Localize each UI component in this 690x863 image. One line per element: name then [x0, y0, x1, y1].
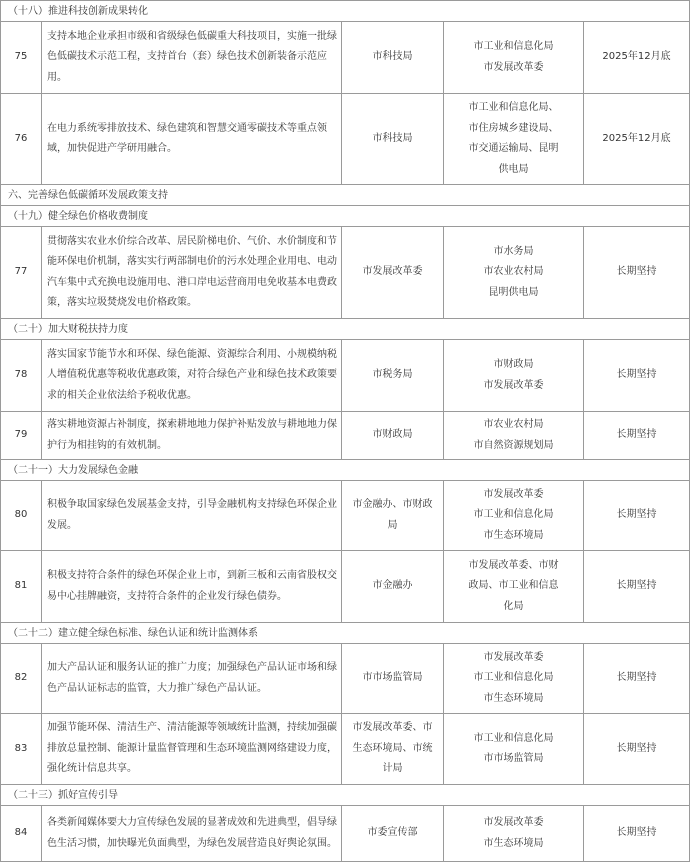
lead-unit-line: 计局: [382, 763, 403, 775]
task-description: 各类新闻媒体要大力宣传绿色发展的显著成效和先进典型，倡导绿色生活习惯，加快曝光负面典型，为绿色发展营造良好舆论氛围。: [42, 806, 342, 862]
lead-unit-line: 市金融办、市财政: [352, 499, 433, 510]
task-row: [1, 644, 690, 714]
cooperating-units-line: 市自然资源规划局: [473, 439, 554, 451]
section-title: （二十三）抓好宣传引导: [1, 785, 690, 806]
section-title: （二十）加大财税扶持力度: [1, 319, 690, 340]
cooperating-units-line: 市水务局: [493, 245, 534, 257]
cooperating-units: [444, 481, 584, 551]
lead-unit: 市金融办: [342, 551, 444, 623]
lead-unit-line: 局: [387, 519, 398, 531]
cooperating-units-line: 市住房城乡建设局、: [468, 122, 559, 134]
section-header-row: [1, 785, 690, 806]
task-number: 82: [1, 644, 42, 714]
cooperating-units-line: 市生态环境局: [483, 837, 544, 849]
deadline: 长期坚持: [584, 340, 690, 412]
task-row: [1, 340, 690, 412]
task-row: [1, 22, 690, 94]
task-description: 积极支持符合条件的绿色环保企业上市，到新三板和云南省股权交易中心挂牌融资，支持符合条件的企业发行绿色债券。: [42, 551, 342, 623]
cooperating-units-line: 市发展改革委: [483, 61, 544, 73]
task-number: 75: [1, 22, 42, 94]
cooperating-units-line: 市发展改革委: [483, 488, 544, 500]
lead-unit: 市市场监管局: [342, 644, 444, 714]
lead-unit-line: 生态环境局、市统: [352, 742, 433, 754]
cooperating-units-line: 市农业农村局: [483, 266, 544, 278]
cooperating-units-line: 市财政局: [493, 359, 534, 370]
lead-unit: 市税务局: [342, 340, 444, 412]
task-row: [1, 94, 690, 185]
task-number: 83: [1, 714, 42, 785]
deadline: 长期坚持: [584, 714, 690, 785]
task-description: 加大产品认证和服务认证的推广力度；加强绿色产品认证市场和绿色产品认证标志的监管，大力推广绿色产品认证。: [42, 644, 342, 714]
lead-unit: [342, 481, 444, 551]
cooperating-units-line: 市工业和信息化局、: [468, 102, 559, 113]
task-description: 在电力系统零排放技术、绿色建筑和智慧交通零碳技术等重点领域，加快促进产学研用融合。: [42, 94, 342, 185]
deadline: 长期坚持: [584, 806, 690, 862]
section-header-row: [1, 319, 690, 340]
cooperating-units: [444, 412, 584, 460]
cooperating-units: [444, 22, 584, 94]
task-row: [1, 412, 690, 460]
lead-unit-line: 市发展改革委、市: [352, 722, 433, 734]
deadline: 2025年12月底: [584, 22, 690, 94]
lead-unit: 市发展改革委: [342, 227, 444, 319]
task-row: [1, 714, 690, 785]
cooperating-units-line: 化局: [503, 600, 524, 612]
section-title: （二十二）建立健全绿色标准、绿色认证和统计监测体系: [1, 623, 690, 644]
cooperating-units-line: 市工业和信息化局: [473, 732, 554, 744]
cooperating-units-line: 市工业和信息化局: [473, 41, 554, 52]
task-description: 落实耕地资源占补制度，探索耕地地力保护补贴发放与耕地地力保护行为相挂钩的有效机制。: [42, 412, 342, 460]
cooperating-units: [444, 806, 584, 862]
task-number: 80: [1, 481, 42, 551]
task-row: [1, 551, 690, 623]
cooperating-units-line: 市市场监管局: [483, 753, 544, 764]
section-header-row: [1, 460, 690, 481]
cooperating-units: [444, 714, 584, 785]
section-title: 六、完善绿色低碳循环发展政策支持: [1, 185, 690, 206]
section-title: （二十一）大力发展绿色金融: [1, 460, 690, 481]
task-description: 加强节能环保、清洁生产、清洁能源等领域统计监测，持续加强碳排放总量控制、能源计量监督管理和生态环境监测网络建设力度，强化统计信息共享。: [42, 714, 342, 785]
section-header-row: [1, 185, 690, 206]
section-title: （十八）推进科技创新成果转化: [1, 1, 690, 22]
cooperating-units-line: 供电局: [498, 163, 529, 175]
section-title: （十九）健全绿色价格收费制度: [1, 206, 690, 227]
cooperating-units-line: 市工业和信息化局: [473, 509, 554, 521]
cooperating-units-line: 市生态环境局: [483, 529, 544, 541]
section-header-row: [1, 1, 690, 22]
task-description: 积极争取国家绿色发展基金支持，引导金融机构支持绿色环保企业发展。: [42, 481, 342, 551]
lead-unit: 市科技局: [342, 22, 444, 94]
lead-unit: [342, 714, 444, 785]
cooperating-units: [444, 340, 584, 412]
cooperating-units: [444, 94, 584, 185]
deadline: 长期坚持: [584, 481, 690, 551]
task-row: [1, 481, 690, 551]
deadline: 长期坚持: [584, 412, 690, 460]
cooperating-units-line: 政局、市工业和信息: [468, 580, 559, 592]
task-table-body: [1, 1, 690, 862]
task-description: 落实国家节能节水和环保、绿色能源、资源综合利用、小规模纳税人增值税优惠等税收优惠政策，对符合绿色产业和绿色技术政策要求的相关企业依法给予税收优惠。: [42, 340, 342, 412]
cooperating-units: [444, 227, 584, 319]
lead-unit: 市科技局: [342, 94, 444, 185]
task-number: 78: [1, 340, 42, 412]
deadline: 2025年12月底: [584, 94, 690, 185]
task-number: 84: [1, 806, 42, 862]
cooperating-units-line: 昆明供电局: [488, 286, 539, 298]
section-header-row: [1, 206, 690, 227]
task-number: 81: [1, 551, 42, 623]
task-description: 支持本地企业承担市级和省级绿色低碳重大科技项目，实施一批绿色低碳技术示范工程，支持首台（套）绿色技术创新装备示范应用。: [42, 22, 342, 94]
cooperating-units-line: 市工业和信息化局: [473, 672, 554, 684]
cooperating-units-line: 市交通运输局、昆明: [468, 143, 559, 154]
task-description: 贯彻落实农业水价综合改革、居民阶梯电价、气价、水价制度和节能环保电价机制，落实实行两部制电价的污水处理企业用电、电动汽车集中式充换电设施用电、港口岸电运营商用电免收基本电费政策，落实垃圾焚烧发电价格政策。: [42, 227, 342, 319]
cooperating-units-line: 市发展改革委: [483, 817, 544, 828]
cooperating-units: [444, 644, 584, 714]
task-row: [1, 227, 690, 319]
deadline: 长期坚持: [584, 644, 690, 714]
task-number: 79: [1, 412, 42, 460]
lead-unit: 市委宣传部: [342, 806, 444, 862]
section-header-row: [1, 623, 690, 644]
cooperating-units-line: 市发展改革委、市财: [468, 559, 559, 571]
cooperating-units-line: 市农业农村局: [483, 419, 544, 430]
deadline: 长期坚持: [584, 227, 690, 319]
cooperating-units: [444, 551, 584, 623]
task-number: 77: [1, 227, 42, 319]
cooperating-units-line: 市生态环境局: [483, 692, 544, 704]
task-row: [1, 806, 690, 862]
cooperating-units-line: 市发展改革委: [483, 379, 544, 391]
cooperating-units-line: 市发展改革委: [483, 651, 544, 663]
lead-unit: 市财政局: [342, 412, 444, 460]
task-number: 76: [1, 94, 42, 185]
deadline: 长期坚持: [584, 551, 690, 623]
